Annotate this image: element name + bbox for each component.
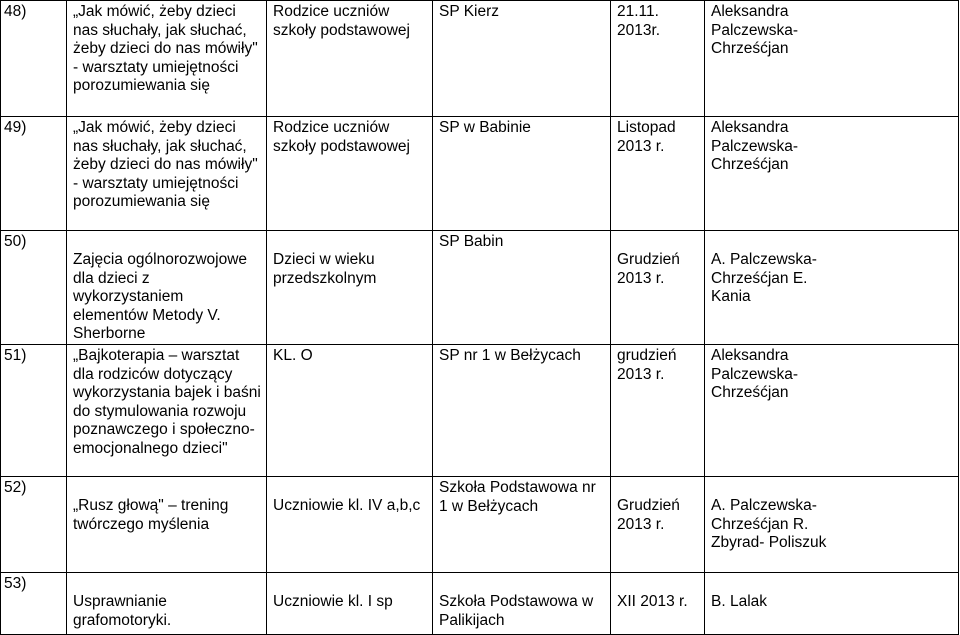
activity-title: „Jak mówić, żeby dzieci nas słuchały, jak słuchać, żeby dzieci do nas mówiły" - warsztaty umiejętności porozumiewania się	[67, 117, 267, 231]
place-cell: Szkoła Podstawowa nr 1 w Bełżycach	[433, 477, 611, 573]
row-number: 52)	[1, 477, 67, 573]
activity-title: Usprawnianie grafomotoryki.	[67, 573, 267, 635]
activity-title: „Bajkoterapia – warsztat dla rodziców dotyczący wykorzystania bajek i baśni do stymulowania rozwoju poznawczego i społeczno-emocjonalnego dzieci"	[67, 345, 267, 477]
activity-title: „Rusz głową" – trening twórczego myślenia	[67, 477, 267, 573]
table-row	[1, 477, 959, 573]
audience-cell: Dzieci w wieku przedszkolnym	[267, 231, 433, 345]
table-row	[1, 1, 959, 117]
place-cell: SP nr 1 w Bełżycach	[433, 345, 611, 477]
date-cell: Grudzień 2013 r.	[611, 477, 705, 573]
place-cell: SP Babin	[433, 231, 611, 345]
audience-cell: KL. O	[267, 345, 433, 477]
audience-cell: Uczniowie kl. IV a,b,c	[267, 477, 433, 573]
person-cell: A. Palczewska- Chrześćjan R. Zbyrad- Poliszuk	[705, 477, 959, 573]
table-row	[1, 573, 959, 635]
row-number: 53)	[1, 573, 67, 635]
person-cell: B. Lalak	[705, 573, 959, 635]
date-cell: 21.11. 2013r.	[611, 1, 705, 117]
person-cell: A. Palczewska- Chrześćjan E. Kania	[705, 231, 959, 345]
date-cell: Listopad 2013 r.	[611, 117, 705, 231]
person-cell: Aleksandra Palczewska- Chrześćjan	[705, 1, 959, 117]
row-number: 48)	[1, 1, 67, 117]
place-cell: SP w Babinie	[433, 117, 611, 231]
place-cell: SP Kierz	[433, 1, 611, 117]
date-cell: XII 2013 r.	[611, 573, 705, 635]
audience-cell: Rodzice uczniów szkoły podstawowej	[267, 117, 433, 231]
activity-title: Zajęcia ogólnorozwojowe dla dzieci z wykorzystaniem elementów Metody V. Sherborne	[67, 231, 267, 345]
activity-title: „Jak mówić, żeby dzieci nas słuchały, jak słuchać, żeby dzieci do nas mówiły" - warsztaty umiejętności porozumiewania się	[67, 1, 267, 117]
row-number: 51)	[1, 345, 67, 477]
audience-cell: Uczniowie kl. I sp	[267, 573, 433, 635]
person-cell: Aleksandra Palczewska- Chrześćjan	[705, 117, 959, 231]
row-number: 49)	[1, 117, 67, 231]
table-row	[1, 345, 959, 477]
table-row	[1, 117, 959, 231]
table-row	[1, 231, 959, 345]
person-cell: Aleksandra Palczewska- Chrześćjan	[705, 345, 959, 477]
audience-cell: Rodzice uczniów szkoły podstawowej	[267, 1, 433, 117]
date-cell: grudzień 2013 r.	[611, 345, 705, 477]
row-number: 50)	[1, 231, 67, 345]
date-cell: Grudzień 2013 r.	[611, 231, 705, 345]
place-cell: Szkoła Podstawowa w Palikijach	[433, 573, 611, 635]
